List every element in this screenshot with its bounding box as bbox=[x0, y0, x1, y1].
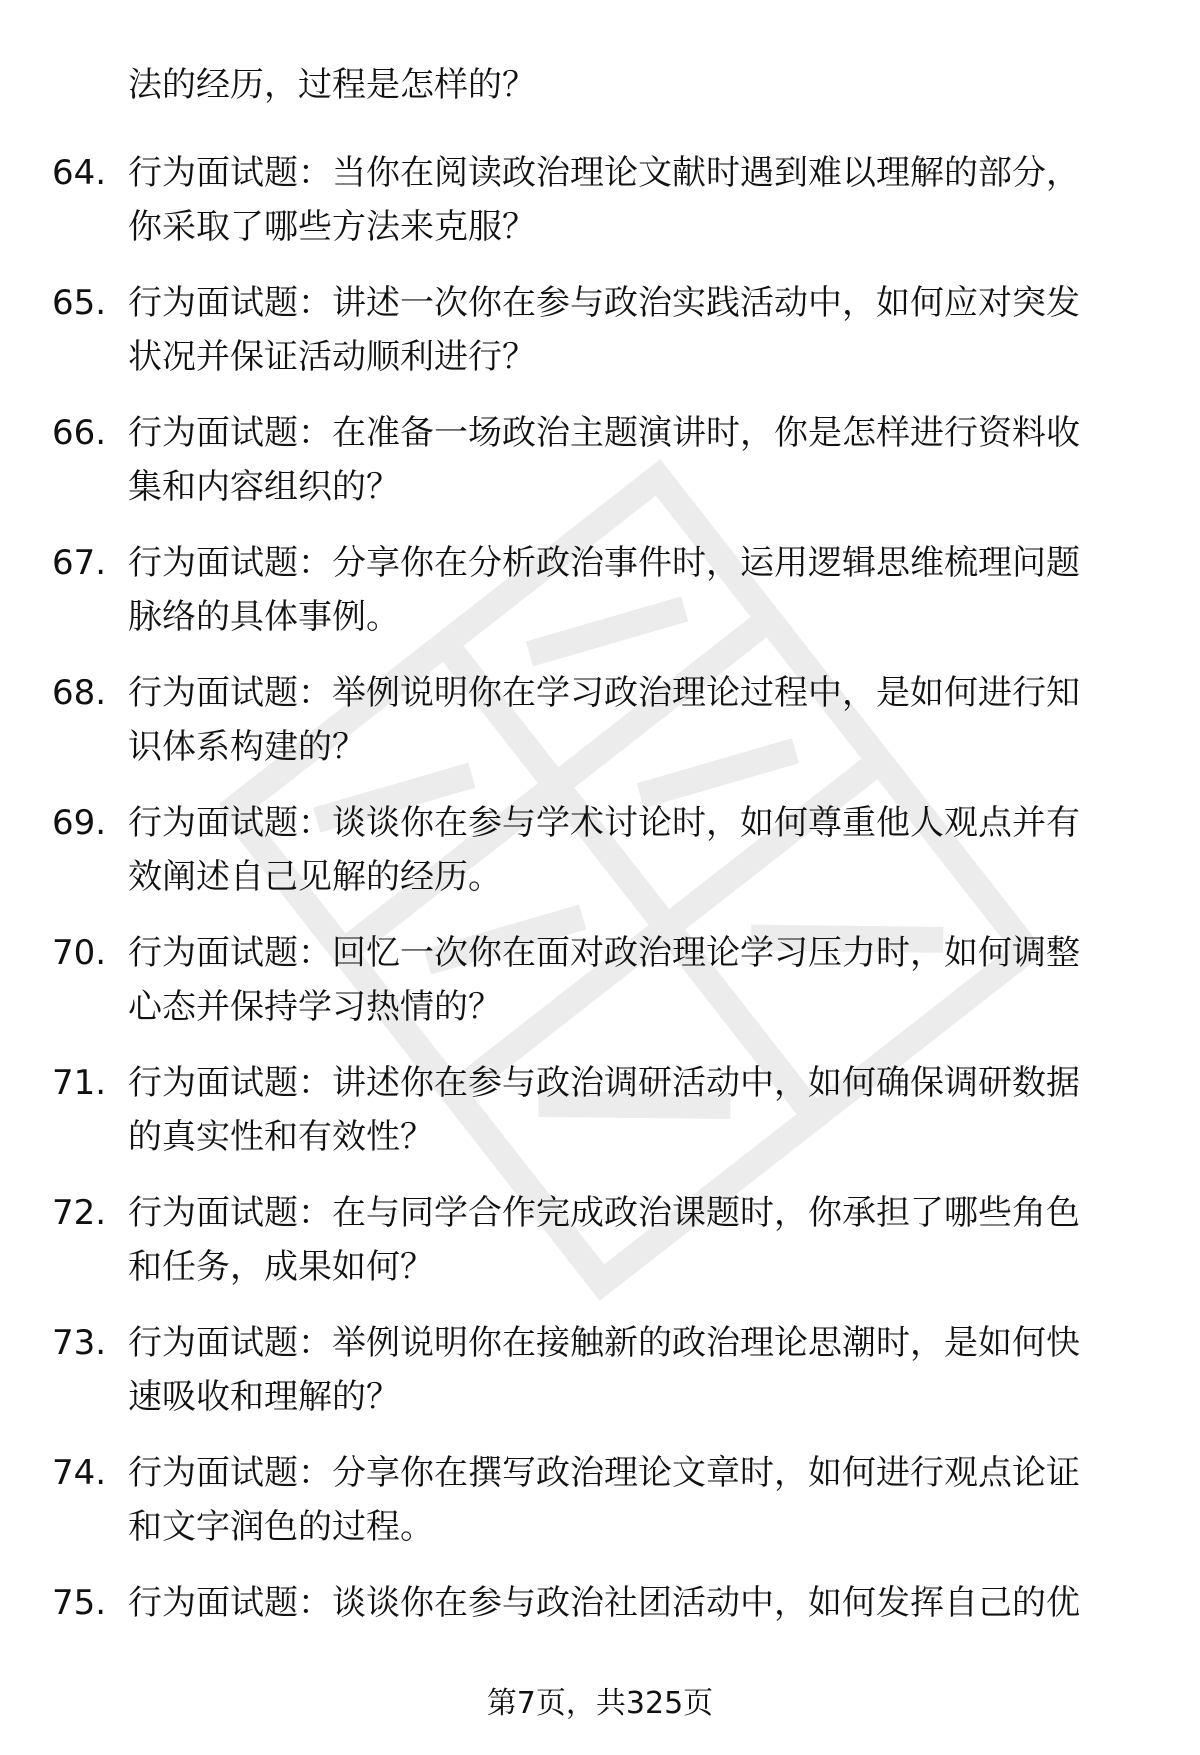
question-number: 71. bbox=[52, 1063, 107, 1103]
question-number: 64. bbox=[52, 153, 107, 193]
question-item bbox=[0, 1186, 1200, 1294]
question-line: 速吸收和理解的？ bbox=[128, 1377, 400, 1417]
question-text bbox=[128, 406, 1138, 514]
question-line: 集和内容组织的？ bbox=[128, 467, 400, 507]
question-line: 行为面试题：当你在阅读政治理论文献时遇到难以理解的部分， bbox=[128, 153, 1080, 193]
question-item bbox=[0, 1056, 1200, 1164]
question-item bbox=[0, 926, 1200, 1034]
question-text bbox=[128, 1186, 1138, 1294]
continuation-text: 法的经历，过程是怎样的？ bbox=[128, 65, 536, 105]
question-number: 72. bbox=[52, 1193, 107, 1233]
question-number: 73. bbox=[52, 1323, 107, 1363]
question-line: 脉络的具体事例。 bbox=[128, 597, 400, 637]
question-line: 状况并保证活动顺利进行？ bbox=[128, 337, 536, 377]
question-text bbox=[128, 666, 1138, 774]
question-number: 67. bbox=[52, 543, 107, 583]
question-item bbox=[0, 1316, 1200, 1424]
question-line: 行为面试题：分享你在撰写政治理论文章时，如何进行观点论证 bbox=[128, 1453, 1080, 1493]
page-footer: 第7页，共325页 bbox=[486, 1686, 714, 1721]
question-line: 识体系构建的？ bbox=[128, 727, 366, 767]
question-line: 效阐述自己见解的经历。 bbox=[128, 857, 502, 897]
question-text bbox=[128, 1576, 1138, 1630]
question-item bbox=[0, 146, 1200, 254]
question-line: 和文字润色的过程。 bbox=[128, 1507, 434, 1547]
question-line: 行为面试题：讲述一次你在参与政治实践活动中，如何应对突发 bbox=[128, 283, 1080, 323]
question-item bbox=[0, 536, 1200, 644]
question-line: 行为面试题：在准备一场政治主题演讲时，你是怎样进行资料收 bbox=[128, 413, 1080, 453]
question-item bbox=[0, 796, 1200, 904]
question-text bbox=[128, 1056, 1138, 1164]
question-list bbox=[0, 146, 1200, 1652]
question-line: 行为面试题：举例说明你在接触新的政治理论思潮时，是如何快 bbox=[128, 1323, 1080, 1363]
question-text bbox=[128, 926, 1138, 1034]
question-text bbox=[128, 146, 1138, 254]
question-text bbox=[128, 276, 1138, 384]
question-line: 行为面试题：谈谈你在参与学术讨论时，如何尊重他人观点并有 bbox=[128, 803, 1080, 843]
question-item bbox=[0, 666, 1200, 774]
question-number: 68. bbox=[52, 673, 107, 713]
question-number: 74. bbox=[52, 1453, 107, 1493]
question-line: 行为面试题：回忆一次你在面对政治理论学习压力时，如何调整 bbox=[128, 933, 1080, 973]
question-text bbox=[128, 1316, 1138, 1424]
question-number: 66. bbox=[52, 413, 107, 453]
question-line: 你采取了哪些方法来克服？ bbox=[128, 207, 536, 247]
question-number: 70. bbox=[52, 933, 107, 973]
question-number: 75. bbox=[52, 1583, 107, 1623]
question-item bbox=[0, 276, 1200, 384]
question-item bbox=[0, 406, 1200, 514]
question-line: 行为面试题：在与同学合作完成政治课题时，你承担了哪些角色 bbox=[128, 1193, 1080, 1233]
question-number: 65. bbox=[52, 283, 107, 323]
question-text bbox=[128, 1446, 1138, 1554]
question-text bbox=[128, 536, 1138, 644]
question-text bbox=[128, 796, 1138, 904]
question-item bbox=[0, 1446, 1200, 1554]
question-line: 的真实性和有效性？ bbox=[128, 1117, 434, 1157]
question-line: 行为面试题：讲述你在参与政治调研活动中，如何确保调研数据 bbox=[128, 1063, 1080, 1103]
question-line: 行为面试题：谈谈你在参与政治社团活动中，如何发挥自己的优 bbox=[128, 1583, 1080, 1623]
question-line: 行为面试题：举例说明你在学习政治理论过程中，是如何进行知 bbox=[128, 673, 1080, 713]
question-line: 心态并保持学习热情的？ bbox=[128, 987, 502, 1027]
question-line: 行为面试题：分享你在分析政治事件时，运用逻辑思维梳理问题 bbox=[128, 543, 1080, 583]
question-item bbox=[0, 1576, 1200, 1630]
question-number: 69. bbox=[52, 803, 107, 843]
question-line: 和任务，成果如何？ bbox=[128, 1247, 434, 1287]
